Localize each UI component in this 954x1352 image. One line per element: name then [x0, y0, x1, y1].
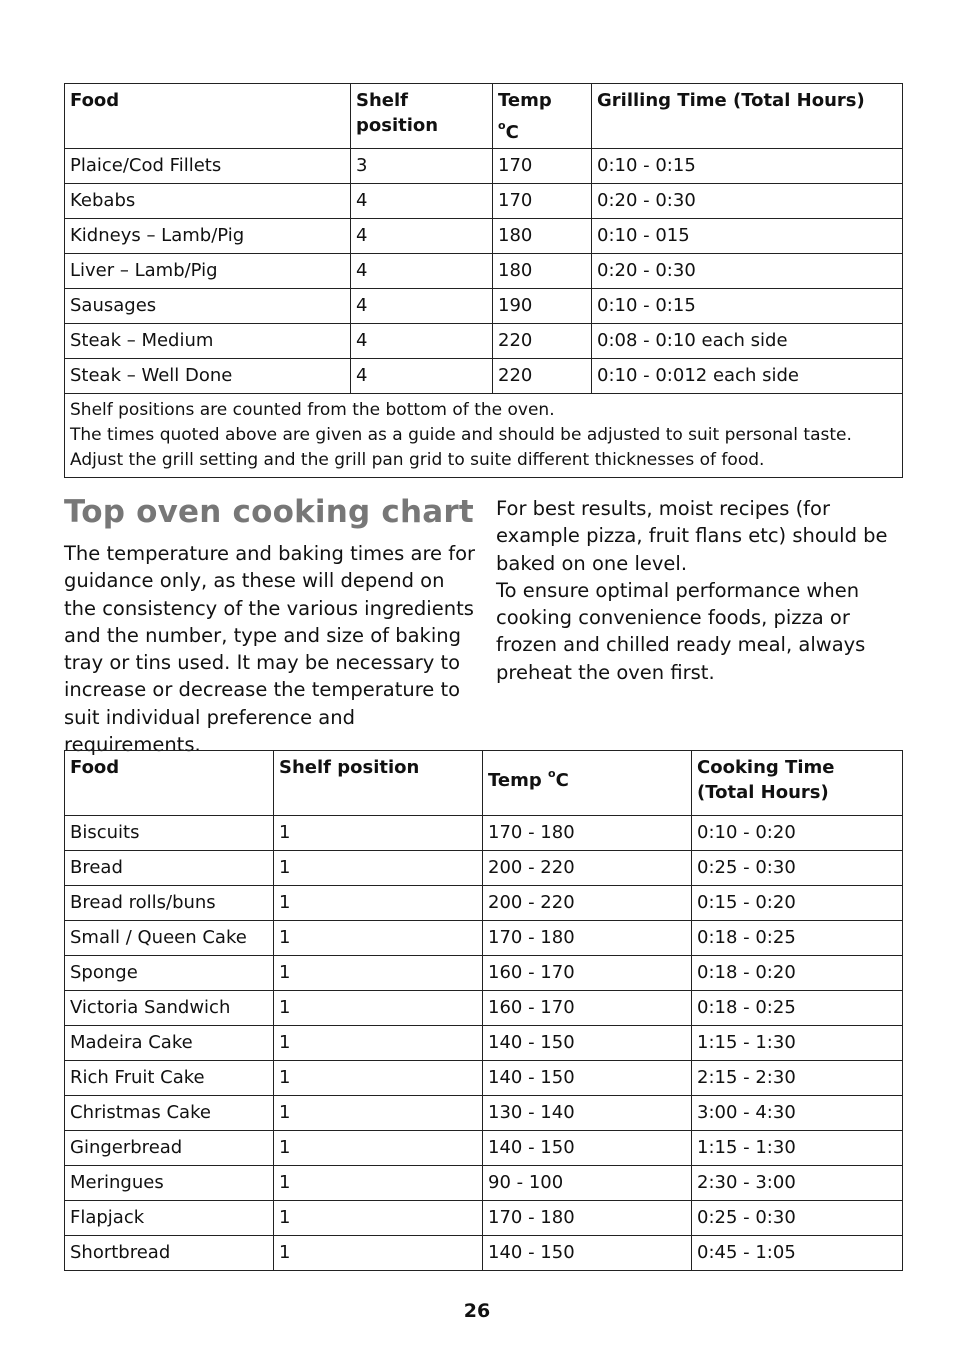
- table-row: [65, 219, 903, 254]
- temp-cell: 160 - 170: [483, 956, 692, 991]
- table-row: [65, 254, 903, 289]
- shelf-cell: 3: [351, 149, 493, 184]
- table-row: [65, 1131, 903, 1166]
- time-cell: 1:15 - 1:30: [692, 1026, 903, 1061]
- shelf-cell: 1: [274, 886, 483, 921]
- temp-cell: 90 - 100: [483, 1166, 692, 1201]
- table-row: [65, 184, 903, 219]
- header-cooking-time: Cooking Time (Total Hours): [692, 751, 903, 816]
- shelf-cell: 1: [274, 921, 483, 956]
- temp-cell: 200 - 220: [483, 851, 692, 886]
- page-number: 26: [463, 1300, 491, 1322]
- food-cell: Gingerbread: [65, 1131, 274, 1166]
- header-shelf-position: [351, 84, 493, 149]
- header-temp: [493, 84, 592, 149]
- table-row: [65, 851, 903, 886]
- temp-cell: 160 - 170: [483, 991, 692, 1026]
- grilling-notes-row: [65, 394, 903, 478]
- food-cell: Meringues: [65, 1166, 274, 1201]
- table-row: [65, 956, 903, 991]
- temp-cell: 170: [493, 184, 592, 219]
- table-row: [65, 1236, 903, 1271]
- temp-cell: 190: [493, 289, 592, 324]
- time-cell: 2:15 - 2:30: [692, 1061, 903, 1096]
- header-shelf-text: Shelf position: [356, 90, 439, 136]
- food-cell: Biscuits: [65, 816, 274, 851]
- time-cell: 0:25 - 0:30: [692, 1201, 903, 1236]
- time-cell: 0:08 - 0:10 each side: [592, 324, 903, 359]
- food-cell: Small / Queen Cake: [65, 921, 274, 956]
- table-row: [65, 816, 903, 851]
- temp-cell: 130 - 140: [483, 1096, 692, 1131]
- temp-cell: 170 - 180: [483, 921, 692, 956]
- temp-unit: C: [505, 122, 519, 143]
- food-cell: Kebabs: [65, 184, 351, 219]
- time-cell: 0:10 - 0:15: [592, 289, 903, 324]
- note-line: Adjust the grill setting and the grill pan grid to suite different thicknesses of food.: [70, 450, 765, 470]
- header-food: Food: [65, 751, 274, 816]
- header-temp-label: Temp: [488, 770, 542, 791]
- temp-cell: 220: [493, 324, 592, 359]
- intro-paragraph-right: [496, 495, 906, 686]
- food-cell: Shortbread: [65, 1236, 274, 1271]
- intro-right-line: For best results, moist recipes (for example pizza, fruit flans etc) should be baked on one level.: [496, 497, 888, 575]
- header-food: Food: [65, 84, 351, 149]
- shelf-cell: 1: [274, 1201, 483, 1236]
- shelf-cell: 4: [351, 254, 493, 289]
- header-shelf-position: Shelf position: [274, 751, 483, 816]
- grilling-chart-table: [64, 83, 903, 478]
- food-cell: Christmas Cake: [65, 1096, 274, 1131]
- shelf-cell: 1: [274, 1236, 483, 1271]
- table-row: [65, 324, 903, 359]
- shelf-cell: 4: [351, 184, 493, 219]
- section-title: Top oven cooking chart: [64, 494, 474, 530]
- temp-cell: 140 - 150: [483, 1026, 692, 1061]
- shelf-cell: 4: [351, 324, 493, 359]
- table-row: [65, 1061, 903, 1096]
- time-cell: 0:10 - 015: [592, 219, 903, 254]
- top-oven-cooking-table: [64, 750, 903, 1271]
- temp-cell: 200 - 220: [483, 886, 692, 921]
- note-line: The times quoted above are given as a guide and should be adjusted to suit personal taste.: [70, 425, 852, 445]
- time-cell: 0:25 - 0:30: [692, 851, 903, 886]
- food-cell: Victoria Sandwich: [65, 991, 274, 1026]
- food-cell: Sausages: [65, 289, 351, 324]
- intro-right-line: To ensure optimal performance when cooking convenience foods, pizza or frozen and chilled ready meal, always preheat the oven first.: [496, 578, 866, 684]
- time-cell: 0:15 - 0:20: [692, 886, 903, 921]
- note-line: Shelf positions are counted from the bottom of the oven.: [70, 400, 555, 420]
- shelf-cell: 1: [274, 1026, 483, 1061]
- temp-cell: 180: [493, 254, 592, 289]
- temp-cell: 170: [493, 149, 592, 184]
- food-cell: Sponge: [65, 956, 274, 991]
- temp-cell: 140 - 150: [483, 1061, 692, 1096]
- food-cell: Madeira Cake: [65, 1026, 274, 1061]
- time-cell: 0:20 - 0:30: [592, 184, 903, 219]
- time-cell: 0:10 - 0:012 each side: [592, 359, 903, 394]
- time-cell: 0:10 - 0:15: [592, 149, 903, 184]
- shelf-cell: 1: [274, 1131, 483, 1166]
- intro-paragraph-left: The temperature and baking times are for guidance only, as these will depend on the consistency of the various ingredients and the number, type and size of baking tray or tins used. It may be necessary to increase or decrease the temperature to suit individual preference and requirements.: [64, 542, 476, 757]
- table-row: [65, 1201, 903, 1236]
- header-temp-label: Temp: [498, 90, 552, 111]
- shelf-cell: 4: [351, 289, 493, 324]
- table-row: [65, 149, 903, 184]
- food-cell: Plaice/Cod Fillets: [65, 149, 351, 184]
- table-row: [65, 359, 903, 394]
- table-row: [65, 1166, 903, 1201]
- oven-table-header-row: [65, 751, 903, 816]
- shelf-cell: 1: [274, 1166, 483, 1201]
- food-cell: Rich Fruit Cake: [65, 1061, 274, 1096]
- grilling-chart-header-row: [65, 84, 903, 149]
- table-row: [65, 921, 903, 956]
- degree-sup: o: [498, 119, 506, 132]
- food-cell: Bread rolls/buns: [65, 886, 274, 921]
- temp-cell: 180: [493, 219, 592, 254]
- shelf-cell: 1: [274, 956, 483, 991]
- food-cell: Bread: [65, 851, 274, 886]
- shelf-cell: 1: [274, 1061, 483, 1096]
- table-row: [65, 1096, 903, 1131]
- time-cell: 0:10 - 0:20: [692, 816, 903, 851]
- temp-cell: 220: [493, 359, 592, 394]
- table-row: [65, 991, 903, 1026]
- food-cell: Steak – Medium: [65, 324, 351, 359]
- time-cell: 0:20 - 0:30: [592, 254, 903, 289]
- shelf-cell: 1: [274, 851, 483, 886]
- time-cell: 1:15 - 1:30: [692, 1131, 903, 1166]
- temp-cell: 170 - 180: [483, 816, 692, 851]
- shelf-cell: 4: [351, 359, 493, 394]
- shelf-cell: 4: [351, 219, 493, 254]
- table-row: [65, 1026, 903, 1061]
- degree-sup: o: [548, 767, 556, 780]
- shelf-cell: 1: [274, 1096, 483, 1131]
- time-cell: 3:00 - 4:30: [692, 1096, 903, 1131]
- header-grilling-time: Grilling Time (Total Hours): [592, 84, 903, 149]
- temp-cell: 140 - 150: [483, 1131, 692, 1166]
- grilling-notes: [65, 394, 903, 478]
- time-cell: 2:30 - 3:00: [692, 1166, 903, 1201]
- time-cell: 0:18 - 0:25: [692, 921, 903, 956]
- food-cell: Kidneys – Lamb/Pig: [65, 219, 351, 254]
- time-cell: 0:18 - 0:20: [692, 956, 903, 991]
- temp-unit: C: [555, 770, 569, 791]
- shelf-cell: 1: [274, 816, 483, 851]
- food-cell: Liver – Lamb/Pig: [65, 254, 351, 289]
- table-row: [65, 886, 903, 921]
- time-cell: 0:18 - 0:25: [692, 991, 903, 1026]
- time-cell: 0:45 - 1:05: [692, 1236, 903, 1271]
- temp-cell: 170 - 180: [483, 1201, 692, 1236]
- temp-cell: 140 - 150: [483, 1236, 692, 1271]
- shelf-cell: 1: [274, 991, 483, 1026]
- food-cell: Flapjack: [65, 1201, 274, 1236]
- table-row: [65, 289, 903, 324]
- header-temp: [483, 751, 692, 816]
- food-cell: Steak – Well Done: [65, 359, 351, 394]
